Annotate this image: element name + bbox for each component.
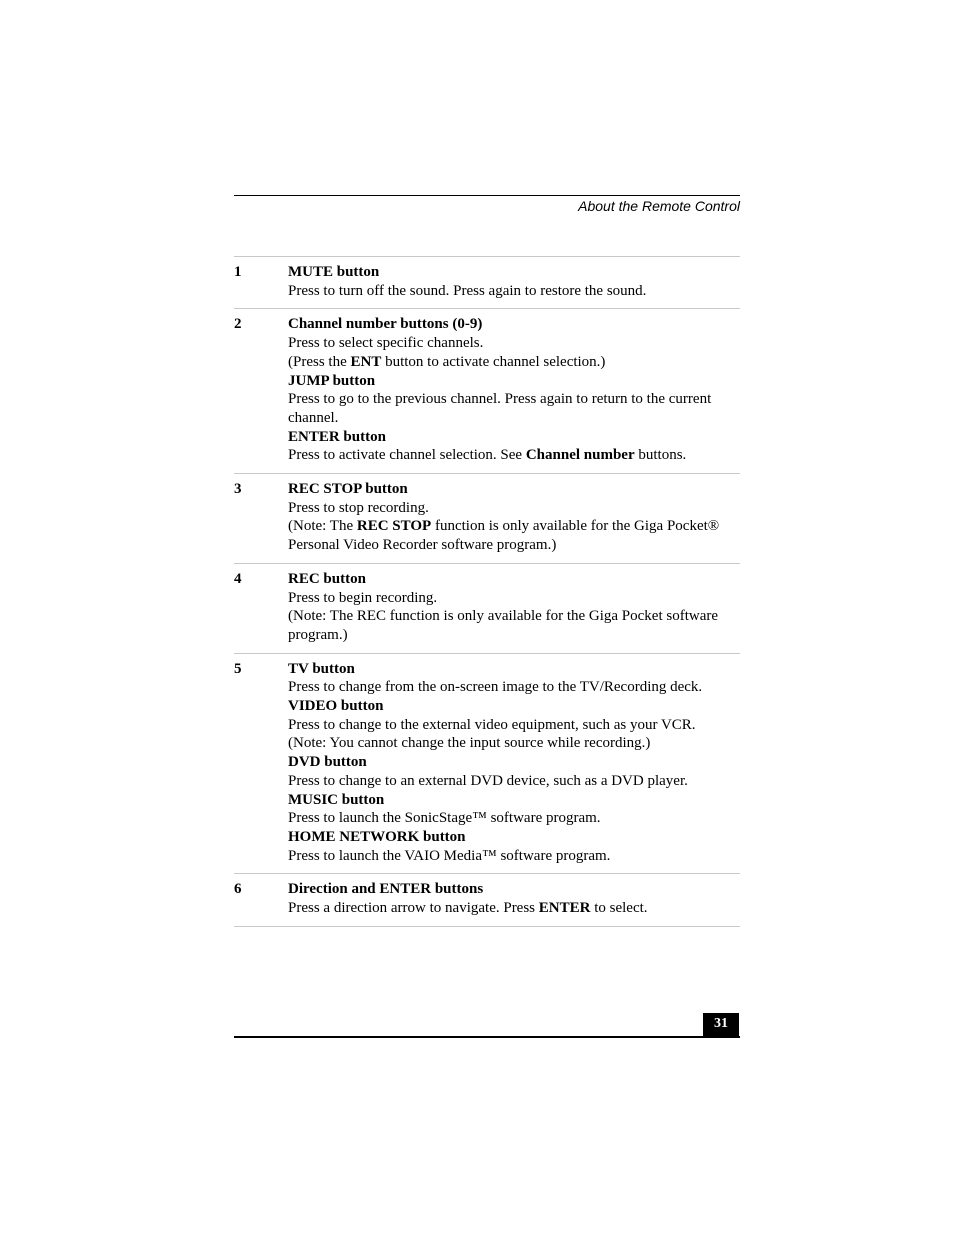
description-line: Press to begin recording. xyxy=(288,589,438,606)
button-name: JUMP button xyxy=(288,372,376,389)
description-line: (Note: The REC function is only available for the Giga Pocket software program.) xyxy=(288,608,719,643)
description-line: Press to change to an external DVD device, such as a DVD player. xyxy=(288,772,688,789)
row-description xyxy=(288,263,740,300)
table-row xyxy=(234,309,740,474)
table-row xyxy=(234,654,740,875)
description-line: Press to select specific channels. xyxy=(288,335,484,352)
table-row xyxy=(234,874,740,926)
running-header: About the Remote Control xyxy=(578,198,740,214)
description-line: Press to launch the VAIO Media™ software program. xyxy=(288,847,611,864)
table-row xyxy=(234,474,740,564)
row-number: 4 xyxy=(234,570,242,587)
button-name: REC button xyxy=(288,570,366,587)
button-name: MUTE button xyxy=(288,264,380,280)
page-number: 31 xyxy=(703,1013,739,1037)
button-name: Channel number buttons (0-9) xyxy=(288,316,483,333)
table-row xyxy=(234,564,740,654)
remote-buttons-table xyxy=(234,256,740,927)
description-line: Press to change to the external video equipment, such as your VCR. xyxy=(288,716,696,733)
description-line: Press to activate channel selection. See Channel number buttons. xyxy=(288,447,687,464)
button-name: Direction and ENTER buttons xyxy=(288,881,484,898)
description-line: Press a direction arrow to navigate. Press ENTER to select. xyxy=(288,900,648,917)
footer-rule xyxy=(234,1036,740,1038)
row-description xyxy=(288,315,740,465)
button-name: ENTER button xyxy=(288,428,386,445)
header-rule xyxy=(234,195,740,196)
row-number: 2 xyxy=(234,316,242,333)
row-description xyxy=(288,880,740,917)
description-line: (Press the ENT button to activate channel selection.) xyxy=(288,353,606,370)
row-description xyxy=(288,480,740,555)
description-line: Press to change from the on-screen image to the TV/Recording deck. xyxy=(288,679,703,696)
description-line: Press to go to the previous channel. Press again to return to the current channel. xyxy=(288,391,712,426)
button-name: TV button xyxy=(288,660,355,677)
button-name: VIDEO button xyxy=(288,698,384,715)
description-line: Press to turn off the sound. Press again to restore the sound. xyxy=(288,282,647,299)
row-description xyxy=(288,570,740,645)
button-name: HOME NETWORK button xyxy=(288,828,466,845)
description-line: (Note: You cannot change the input source while recording.) xyxy=(288,735,651,752)
row-number: 1 xyxy=(234,264,242,280)
description-line: (Note: The REC STOP function is only available for the Giga Pocket® Personal Video Recorder software program.) xyxy=(288,518,720,554)
row-number: 6 xyxy=(234,881,242,898)
description-line: Press to launch the SonicStage™ software program. xyxy=(288,810,601,827)
table-row xyxy=(234,257,740,309)
button-name: MUSIC button xyxy=(288,791,385,808)
row-number: 5 xyxy=(234,660,242,677)
description-line: Press to stop recording. xyxy=(288,499,429,516)
button-name: DVD button xyxy=(288,754,367,771)
row-number: 3 xyxy=(234,481,242,498)
button-name: REC STOP button xyxy=(288,481,408,498)
row-description xyxy=(288,660,740,866)
